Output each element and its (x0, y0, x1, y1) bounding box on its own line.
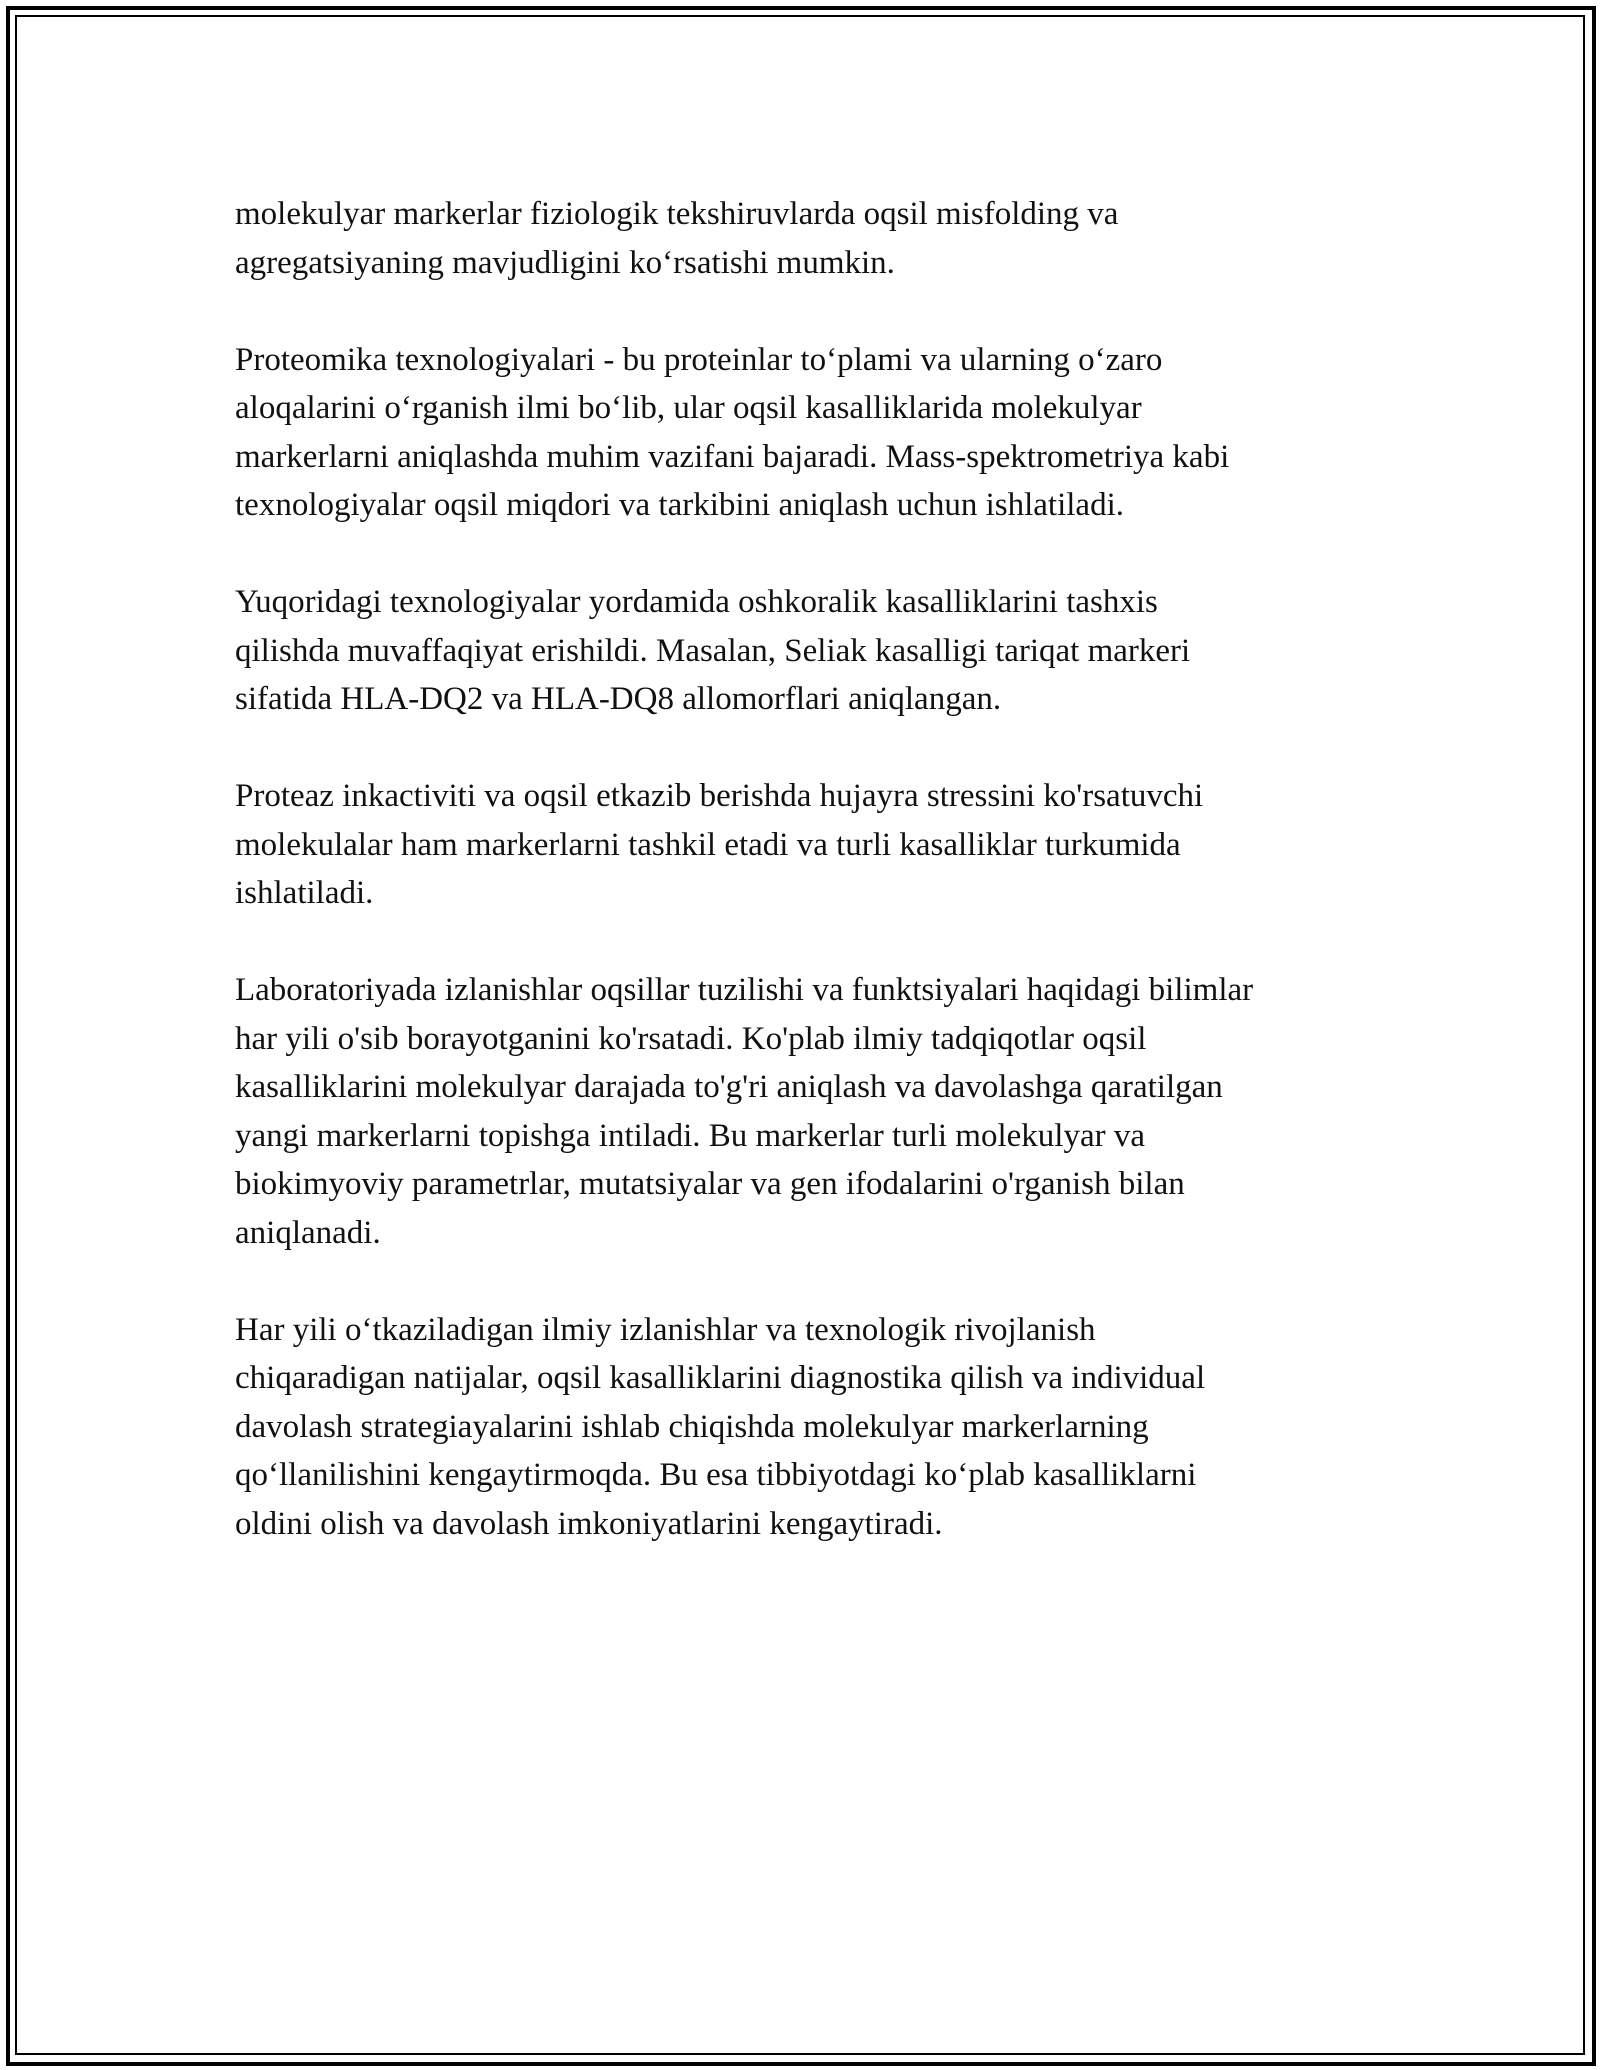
paragraph: molekulyar markerlar fiziologik tekshiruvlarda oqsil misfolding va agregatsiyaning mavjudligini koʻrsatishi mumkin. (235, 196, 1119, 281)
paragraph: Har yili oʻtkaziladigan ilmiy izlanishlar va texnologik rivojlanish chiqaradigan natijalar, oqsil kasalliklarini diagnostika qilish va individual davolash strategiayalarini ishlab chiqishda molekulyar markerlarning qoʻllanilishini kengaytirmoqda. Bu esa tibbiyotdagi koʻplab kasalliklarni oldini olish va davolash imkoniyatlarini kengaytiradi. (235, 1311, 1206, 1542)
paragraph: Laboratoriyada izlanishlar oqsillar tuzilishi va funktsiyalari haqidagi bilimlar har yili o'sib borayotganini ko'rsatadi. Ko'plab ilmiy tadqiqotlar oqsil kasalliklarini molekulyar darajada to'g'ri aniqlash va davolashga qaratilgan yangi markerlarni topishga intiladi. Bu markerlar turli molekulyar va biokimyoviy parametrlar, mutatsiyalar va gen ifodalarini o'rganish bilan aniqlanadi. (235, 972, 1254, 1251)
paragraph: Yuqoridagi texnologiyalar yordamida oshkoralik kasalliklarini tashxis qilishda muvaffaqiyat erishildi. Masalan, Seliak kasalligi tariqat markeri sifatida HLA-DQ2 va HLA-DQ8 allomorflari aniqlangan. (235, 584, 1191, 717)
document-body (235, 190, 1395, 1548)
paragraph: Proteomika texnologiyalari - bu proteinlar toʻplami va ularning oʻzaro aloqalarini oʻrganish ilmi boʻlib, ular oqsil kasalliklarida molekulyar markerlarni aniqlashda muhim vazifani bajaradi. Mass-spektrometriya kabi texnologiyalar oqsil miqdori va tarkibini aniqlash uchun ishlatiladi. (235, 341, 1230, 523)
paragraph: Proteaz inkactiviti va oqsil etkazib berishda hujayra stressini ko'rsatuvchi molekulalar ham markerlarni tashkil etadi va turli kasalliklar turkumida ishlatiladi. (235, 778, 1204, 911)
